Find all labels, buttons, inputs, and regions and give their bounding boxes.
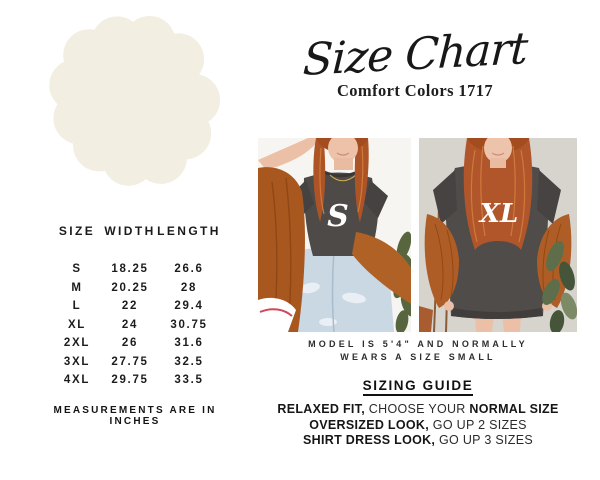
model-caption-line2: WEARS A SIZE SMALL <box>340 351 496 362</box>
cell-width: 29.75 <box>111 374 149 386</box>
table-row <box>50 316 222 335</box>
cell-length: 26.6 <box>174 263 204 275</box>
shirt-size-letter: S <box>327 199 349 234</box>
size-table-header <box>50 224 222 238</box>
cell-length: 33.5 <box>174 374 204 386</box>
fit-emphasis: NORMAL SIZE <box>469 402 559 416</box>
model-caption-line1: MODEL IS 5'4" AND NORMALLY <box>308 339 528 349</box>
cell-length: 28 <box>180 281 198 294</box>
table-row <box>50 371 222 390</box>
page-subtitle: Comfort Colors 1717 <box>336 81 494 100</box>
measurements-footnote: MEASUREMENTS ARE IN INCHES <box>53 405 217 427</box>
sizing-guide-line-shirt-dress <box>256 433 580 449</box>
cell-length: 32.5 <box>174 355 204 368</box>
table-row <box>50 334 222 353</box>
sizing-guide-heading: SIZING GUIDE <box>363 378 474 396</box>
scallop-fill <box>49 16 220 186</box>
fit-instruction: CHOOSE YOUR <box>368 402 466 416</box>
table-row <box>50 353 222 372</box>
fit-name: SHIRT DRESS LOOK, <box>303 433 436 447</box>
table-row <box>50 279 222 298</box>
page-title: Size Chart <box>301 23 529 86</box>
table-row <box>50 260 222 279</box>
model-photo-size-s <box>258 138 411 332</box>
cell-size: 4XL <box>63 374 91 386</box>
fit-instruction: GO UP 2 SIZES <box>432 417 527 432</box>
cell-size: L <box>72 300 82 312</box>
cell-size: 2XL <box>63 337 91 349</box>
terracotta-pot <box>419 306 433 332</box>
cell-width: 22 <box>121 300 139 312</box>
fit-name: OVERSIZED LOOK, <box>309 417 430 432</box>
shirt-size-letter: XL <box>479 199 519 229</box>
sizing-guide <box>256 377 580 449</box>
sizing-guide-line-oversized <box>256 418 580 434</box>
cell-width: 24 <box>121 318 139 331</box>
cell-width: 20.25 <box>111 281 149 294</box>
cell-size: 3XL <box>63 355 91 368</box>
cell-size: XL <box>67 318 87 331</box>
col-header-size: SIZE <box>58 224 96 238</box>
model-caption <box>256 338 580 363</box>
cell-width: 27.75 <box>111 355 149 368</box>
header <box>295 23 535 101</box>
cell-length: 30.75 <box>170 318 208 331</box>
col-header-length: LENGTH <box>157 224 221 238</box>
table-row <box>50 297 222 316</box>
scallop-flower-shape <box>48 14 220 186</box>
cell-width: 18.25 <box>111 263 149 275</box>
fit-instruction: GO UP 3 SIZES <box>439 433 533 447</box>
cell-width: 26 <box>121 337 139 349</box>
model-photo-size-xl <box>419 138 577 332</box>
cell-size: M <box>71 281 83 294</box>
fit-name: RELAXED FIT, <box>277 402 366 416</box>
cell-length: 31.6 <box>174 337 204 349</box>
col-header-width: WIDTH <box>104 224 156 238</box>
cell-length: 29.4 <box>174 300 204 312</box>
cell-size: S <box>72 263 82 275</box>
size-table <box>50 224 222 390</box>
sizing-guide-line-relaxed <box>256 402 580 418</box>
